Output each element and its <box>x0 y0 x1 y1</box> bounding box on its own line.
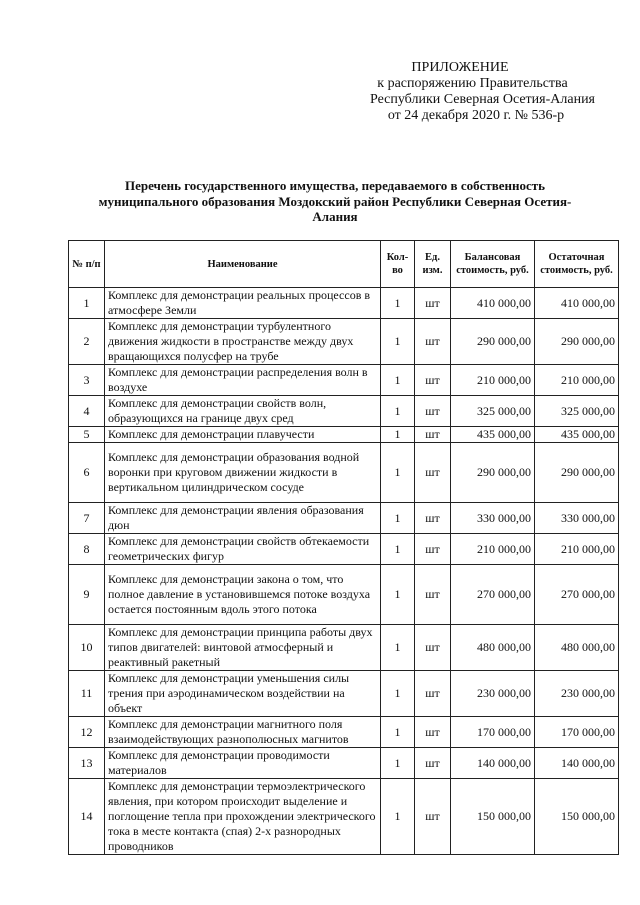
row-number: 7 <box>69 503 105 534</box>
document-title: Перечень государственного имущества, передаваемого в собственность муниципального образования Моздокский район Республики Северная Осетия-Алания <box>98 178 572 224</box>
item-name: Комплекс для демонстрации принципа работы двух типов двигателей: винтовой атмосферный и реактивный ракетный <box>105 625 381 671</box>
balance-value: 325 000,00 <box>451 396 535 427</box>
residual-value: 330 000,00 <box>535 503 619 534</box>
header-unit: Ед. изм. <box>415 241 451 288</box>
item-quantity: 1 <box>381 717 415 748</box>
item-name: Комплекс для демонстрации закона о том, что полное давление в установившемся потоке воздуха остается постоянным вдоль этого потока <box>105 565 381 625</box>
item-unit: шт <box>415 288 451 319</box>
item-name: Комплекс для демонстрации магнитного поля взаимодействующих разнополюсных магнитов <box>105 717 381 748</box>
item-quantity: 1 <box>381 443 415 503</box>
table-row <box>69 365 619 396</box>
residual-value: 150 000,00 <box>535 779 619 855</box>
residual-value: 210 000,00 <box>535 534 619 565</box>
table-header-row <box>69 241 619 288</box>
row-number: 12 <box>69 717 105 748</box>
row-number: 2 <box>69 319 105 365</box>
balance-value: 210 000,00 <box>451 534 535 565</box>
item-quantity: 1 <box>381 503 415 534</box>
balance-value: 290 000,00 <box>451 443 535 503</box>
item-unit: шт <box>415 365 451 396</box>
residual-value: 230 000,00 <box>535 671 619 717</box>
item-unit: шт <box>415 396 451 427</box>
item-quantity: 1 <box>381 779 415 855</box>
appendix-header <box>300 60 600 124</box>
appendix-line-2: Республики Северная Осетия-Алания <box>370 92 595 107</box>
item-name: Комплекс для демонстрации явления образования дюн <box>105 503 381 534</box>
balance-value: 435 000,00 <box>451 427 535 443</box>
residual-value: 435 000,00 <box>535 427 619 443</box>
item-unit: шт <box>415 671 451 717</box>
header-residual: Остаточная стоимость, руб. <box>535 241 619 288</box>
item-quantity: 1 <box>381 625 415 671</box>
item-name: Комплекс для демонстрации свойств обтекаемости геометрических фигур <box>105 534 381 565</box>
table-row <box>69 625 619 671</box>
item-unit: шт <box>415 779 451 855</box>
item-name: Комплекс для демонстрации термоэлектрического явления, при котором происходит выделение и поглощение тепла при прохождении электрического тока в месте контакта (спая) 2-х разнородных проводников <box>105 779 381 855</box>
table-row <box>69 748 619 779</box>
item-unit: шт <box>415 625 451 671</box>
residual-value: 410 000,00 <box>535 288 619 319</box>
row-number: 5 <box>69 427 105 443</box>
item-name: Комплекс для демонстрации плавучести <box>105 427 381 443</box>
item-unit: шт <box>415 748 451 779</box>
item-name: Комплекс для демонстрации уменьшения силы трения при аэродинамическом воздействии на объект <box>105 671 381 717</box>
table-row <box>69 396 619 427</box>
header-name: Наименование <box>105 241 381 288</box>
table-row <box>69 288 619 319</box>
table-row <box>69 717 619 748</box>
item-name: Комплекс для демонстрации образования водной воронки при круговом движении жидкости в вертикальном цилиндрическом сосуде <box>105 443 381 503</box>
item-name: Комплекс для демонстрации турбулентного движения жидкости в пространстве между двух вращающихся полусфер на трубе <box>105 319 381 365</box>
item-name: Комплекс для демонстрации распределения волн в воздухе <box>105 365 381 396</box>
table-row <box>69 671 619 717</box>
row-number: 14 <box>69 779 105 855</box>
item-name: Комплекс для демонстрации реальных процессов в атмосфере Земли <box>105 288 381 319</box>
residual-value: 290 000,00 <box>535 319 619 365</box>
appendix-heading: ПРИЛОЖЕНИЕ <box>411 60 509 75</box>
row-number: 4 <box>69 396 105 427</box>
balance-value: 140 000,00 <box>451 748 535 779</box>
table-row <box>69 565 619 625</box>
balance-value: 410 000,00 <box>451 288 535 319</box>
item-unit: шт <box>415 443 451 503</box>
header-qty: Кол-во <box>381 241 415 288</box>
item-quantity: 1 <box>381 748 415 779</box>
item-quantity: 1 <box>381 396 415 427</box>
balance-value: 330 000,00 <box>451 503 535 534</box>
item-unit: шт <box>415 534 451 565</box>
residual-value: 325 000,00 <box>535 396 619 427</box>
item-quantity: 1 <box>381 288 415 319</box>
item-quantity: 1 <box>381 365 415 396</box>
residual-value: 170 000,00 <box>535 717 619 748</box>
residual-value: 140 000,00 <box>535 748 619 779</box>
header-num: № п/п <box>69 241 105 288</box>
balance-value: 480 000,00 <box>451 625 535 671</box>
residual-value: 270 000,00 <box>535 565 619 625</box>
row-number: 10 <box>69 625 105 671</box>
appendix-line-1: к распоряжению Правительства <box>377 76 568 91</box>
item-name: Комплекс для демонстрации свойств волн, образующихся на границе двух сред <box>105 396 381 427</box>
item-quantity: 1 <box>381 671 415 717</box>
residual-value: 290 000,00 <box>535 443 619 503</box>
appendix-line-3: от 24 декабря 2020 г. № 536-р <box>387 108 565 123</box>
row-number: 8 <box>69 534 105 565</box>
item-quantity: 1 <box>381 534 415 565</box>
item-unit: шт <box>415 427 451 443</box>
row-number: 11 <box>69 671 105 717</box>
balance-value: 230 000,00 <box>451 671 535 717</box>
item-name: Комплекс для демонстрации проводимости материалов <box>105 748 381 779</box>
item-quantity: 1 <box>381 319 415 365</box>
residual-value: 480 000,00 <box>535 625 619 671</box>
table-row <box>69 779 619 855</box>
table-row <box>69 503 619 534</box>
row-number: 1 <box>69 288 105 319</box>
item-quantity: 1 <box>381 427 415 443</box>
table-row <box>69 534 619 565</box>
table-row <box>69 443 619 503</box>
item-unit: шт <box>415 503 451 534</box>
row-number: 6 <box>69 443 105 503</box>
table-body <box>69 288 619 855</box>
balance-value: 150 000,00 <box>451 779 535 855</box>
property-table <box>68 240 619 855</box>
balance-value: 210 000,00 <box>451 365 535 396</box>
item-quantity: 1 <box>381 565 415 625</box>
table-row <box>69 319 619 365</box>
item-unit: шт <box>415 319 451 365</box>
row-number: 3 <box>69 365 105 396</box>
item-unit: шт <box>415 717 451 748</box>
residual-value: 210 000,00 <box>535 365 619 396</box>
header-balance: Балансовая стоимость, руб. <box>451 241 535 288</box>
item-unit: шт <box>415 565 451 625</box>
row-number: 9 <box>69 565 105 625</box>
balance-value: 290 000,00 <box>451 319 535 365</box>
balance-value: 270 000,00 <box>451 565 535 625</box>
table-row <box>69 427 619 443</box>
row-number: 13 <box>69 748 105 779</box>
balance-value: 170 000,00 <box>451 717 535 748</box>
